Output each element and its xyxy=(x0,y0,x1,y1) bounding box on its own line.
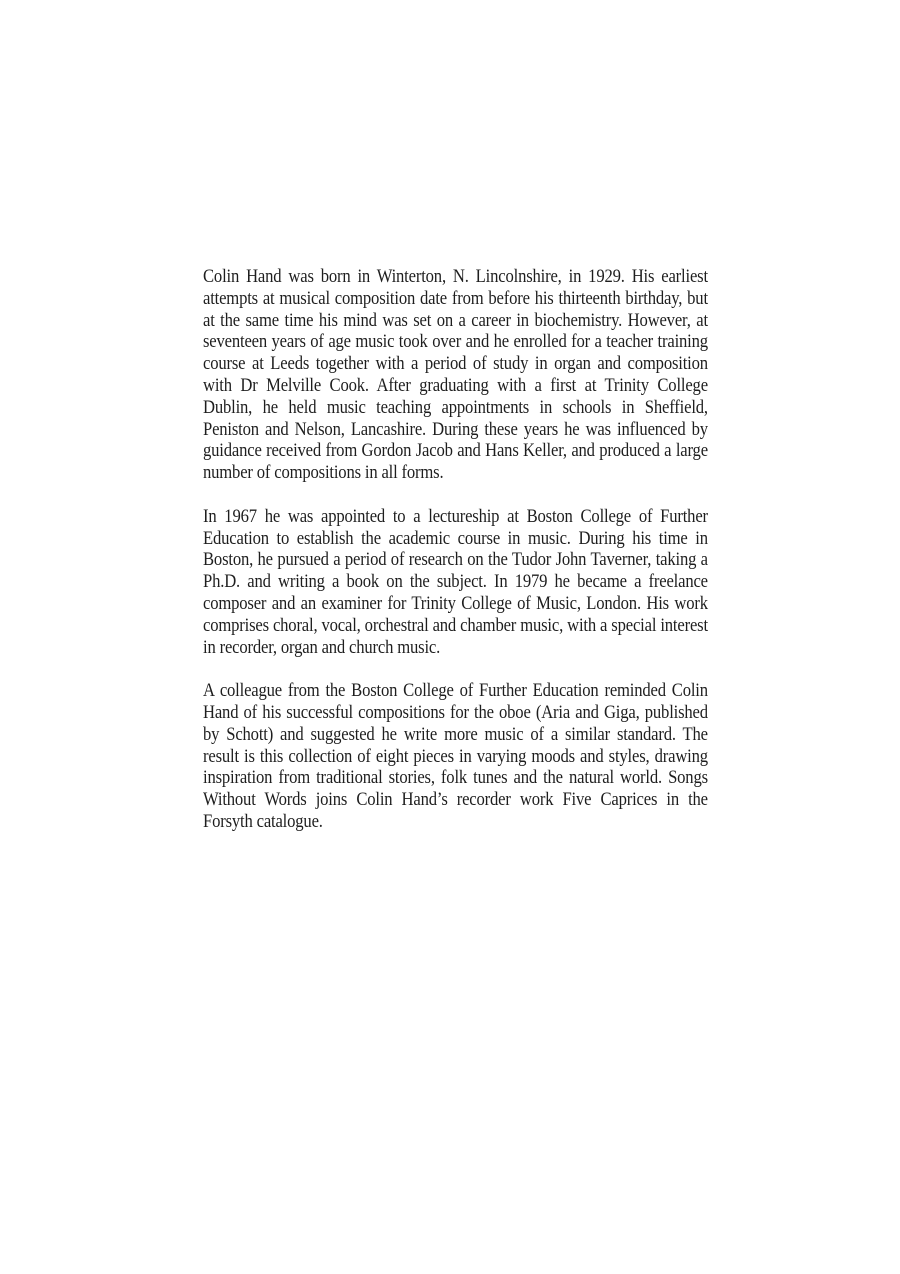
biography-text xyxy=(203,267,708,834)
paragraph-early-life: Colin Hand was born in Winterton, N. Lincolnshire, in 1929. His earliest attempts at musical composition date from before his thirteenth birthday, but at the same time his mind was set on a career in biochemistry. However, at seventeen years of age music took over and he enrolled for a teacher training course at Leeds together with a period of study in organ and composition with Dr Melville Cook. After graduating with a first at Trinity College Dublin, he held music teaching appointments in schools in Sheffield, Peniston and Nelson, Lancashire. During these years he was influenced by guidance received from Gordon Jacob and Hans Keller, and produced a large number of compositions in all forms. xyxy=(203,267,708,484)
paragraph-collection: A colleague from the Boston College of Further Education reminded Colin Hand of his successful compositions for the oboe (Aria and Giga, published by Schott) and suggested he write more music of a similar standard. The result is this collection of eight pieces in varying moods and styles, drawing inspiration from traditional stories, folk tunes and the natural world. Songs Without Words joins Colin Hand’s recorder work Five Caprices in the Forsyth catalogue. xyxy=(203,681,708,832)
paragraph-career: In 1967 he was appointed to a lectureship at Boston College of Further Education to establish the academic course in music. During his time in Boston, he pursued a period of research on the Tudor John Taverner, taking a Ph.D. and writing a book on the subject. In 1979 he became a freelance composer and an examiner for Trinity College of Music, London. His work comprises choral, vocal, orchestral and chamber music, with a special interest in recorder, organ and church music. xyxy=(203,506,708,658)
